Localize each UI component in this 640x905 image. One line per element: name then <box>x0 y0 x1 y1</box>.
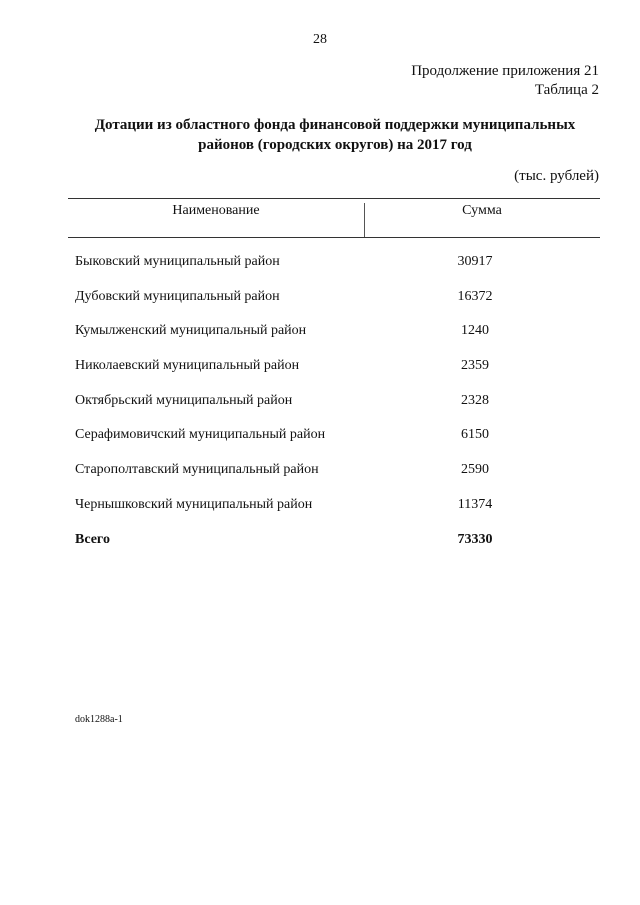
row-name: Быковский муниципальный район <box>75 254 280 269</box>
row-name: Чернышковский муниципальный район <box>75 496 313 512</box>
table-row <box>75 358 615 393</box>
total-value: 73330 <box>457 531 493 547</box>
row-value: 16372 <box>457 288 493 304</box>
row-value: 30917 <box>457 254 493 269</box>
table-row <box>75 427 615 462</box>
title-line-2: районов (городских округов) на 2017 год <box>198 137 472 153</box>
page-number: 28 <box>313 32 327 47</box>
table-row <box>75 393 615 428</box>
appendix-line: Продолжение приложения 21 <box>411 63 599 79</box>
row-value: 6150 <box>461 427 489 443</box>
table-row <box>75 462 615 497</box>
row-name: Серафимовичский муниципальный район <box>75 427 326 443</box>
table-row <box>75 254 615 289</box>
header-name: Наименование <box>172 203 260 218</box>
table-row <box>75 289 615 324</box>
row-value: 11374 <box>457 496 493 512</box>
row-value: 2359 <box>461 358 489 374</box>
table-number: Таблица 2 <box>534 82 599 98</box>
row-name: Дубовский муниципальный район <box>75 288 280 304</box>
document-code: dok1288a-1 <box>75 714 123 725</box>
title-line-1: Дотации из областного фонда финансовой поддержки муниципальных <box>94 117 576 133</box>
row-name: Кумылженский муниципальный район <box>75 323 307 339</box>
header-sum: Сумма <box>462 203 502 218</box>
table-row <box>75 323 615 358</box>
appendix-header <box>411 62 599 100</box>
document-title <box>60 115 610 155</box>
row-name: Старополтавский муниципальный район <box>75 462 319 478</box>
total-label: Всего <box>75 531 110 547</box>
row-value: 2328 <box>461 392 489 408</box>
total-row <box>75 532 615 567</box>
row-value: 2590 <box>461 462 489 478</box>
table-body <box>75 254 615 566</box>
table-header <box>68 198 600 238</box>
units-label: (тыс. рублей) <box>514 168 599 184</box>
row-name: Октябрьский муниципальный район <box>75 392 293 408</box>
row-name: Николаевский муниципальный район <box>75 358 300 374</box>
table-row <box>75 497 615 532</box>
row-value: 1240 <box>461 323 489 339</box>
